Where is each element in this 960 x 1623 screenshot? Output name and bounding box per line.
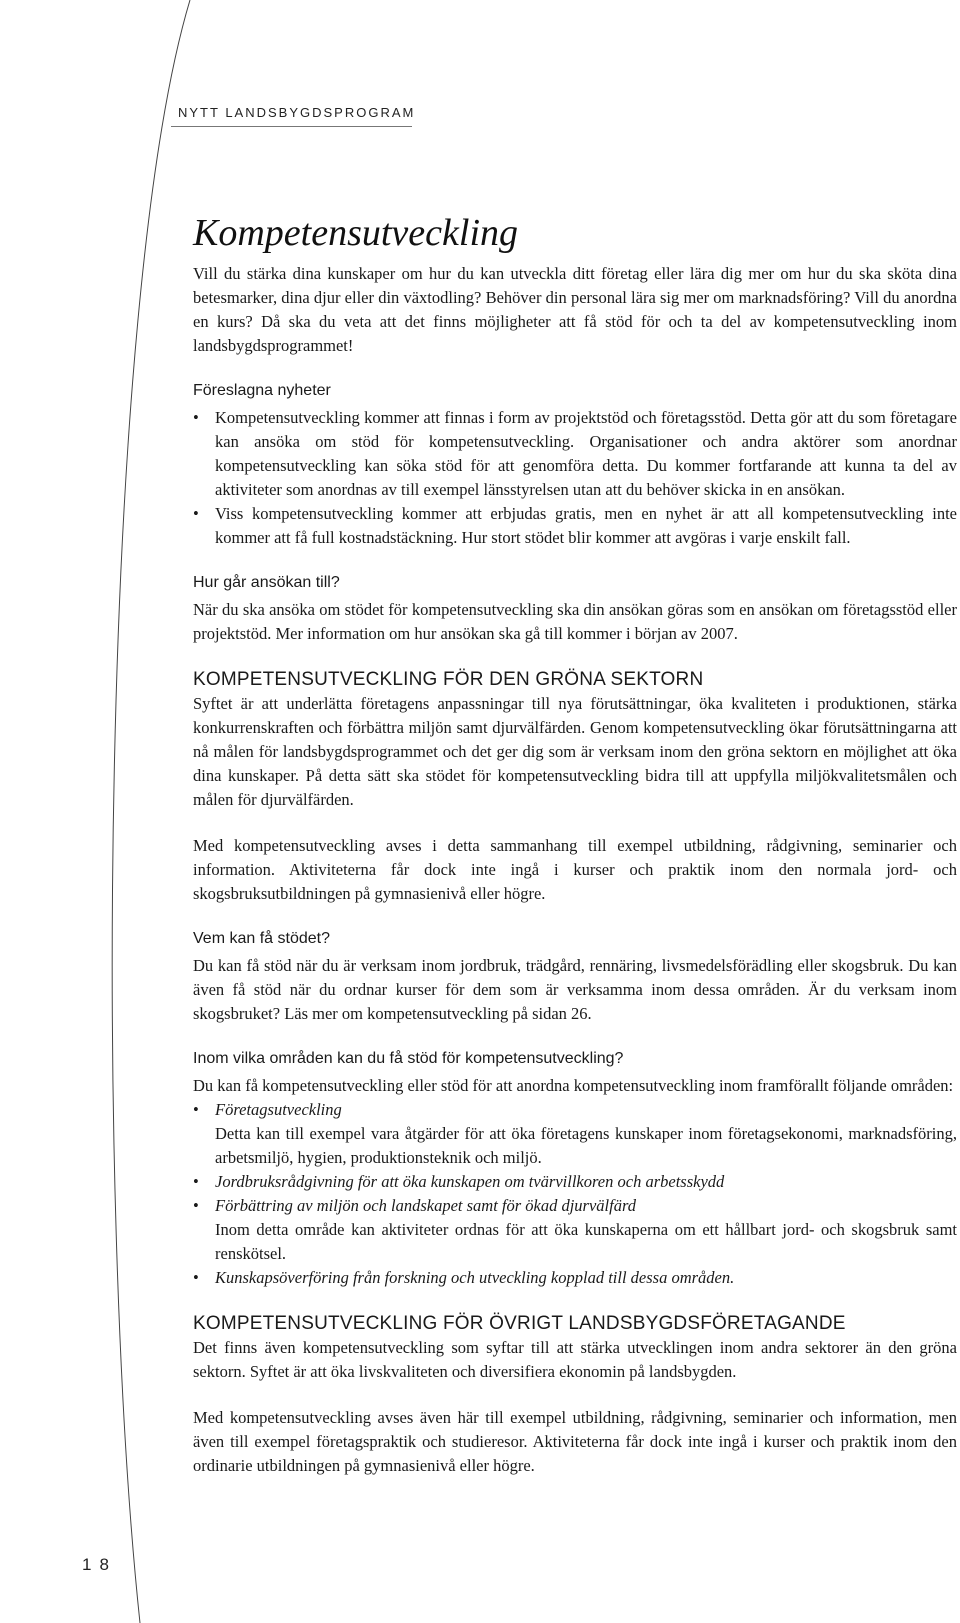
grona-paragraph-1: Syftet är att underlätta företagens anpassningar till nya förutsättningar, öka kvaliteten i produktionen, stärka konkurrenskraften och förbättra miljön samt djurvälfärden. Genom kompetensutveckling ökar förutsättningarna att nå målen för landsbygdsprogrammet och det ger dig som är verksam inom den gröna sektorn en möjlighet att öka dina kunskaper. På detta sätt ska stödet för kompetensutveckling bidra till att uppfylla miljökvalitetsmålen och målen för djurvälfärden. <box>193 694 957 809</box>
list-item: • Kompetensutveckling kommer att finnas i form av projektstöd och företagsstöd. Detta gör att du som företagare kan ansöka om stöd för kompetensutveckling. Organisationer och andra aktörer som anordnar kompetensutveckling kan söka stöd för att genomföra detta. Du kommer fortfarande att kunna ta del av aktiviteter som anordnas av till exempel länsstyrelsen utan att du behöver skicka in en ansökan. <box>193 408 957 499</box>
header-divider <box>171 126 412 127</box>
list-item: • Förbättring av miljön och landskapet samt för ökad djurvälfärd Inom detta område kan aktiviteter ordnas för att öka kunskaperna om ett hållbart jord- och skogsbruk samt renskötsel. <box>193 1196 957 1263</box>
omraden-heading: Inom vilka områden kan du få stöd för kompetensutveckling? <box>193 1050 624 1067</box>
grona-sektorn-heading: KOMPETENSUTVECKLING FÖR DEN GRÖNA SEKTORN <box>193 669 704 690</box>
omraden-intro: Du kan få kompetensutveckling eller stöd för att anordna kompetensutveckling inom framförallt följande områden: <box>193 1076 954 1095</box>
nyheter-heading: Föreslagna nyheter <box>193 382 331 399</box>
page-number: 18 <box>82 1555 117 1574</box>
vem-heading: Vem kan få stödet? <box>193 930 330 947</box>
ovrigt-paragraph-1: Det finns även kompetensutveckling som syftar till att stärka utvecklingen inom andra sektorer än den gröna sektorn. Syftet är att öka livskvaliteten och diversifiera ekonomin på landsbygden. <box>193 1338 957 1381</box>
running-header: NYTT LANDSBYGDSPROGRAM <box>178 105 416 120</box>
list-item: • Kunskapsöverföring från forskning och utveckling kopplad till dessa områden. <box>193 1268 735 1287</box>
grona-paragraph-2: Med kompetensutveckling avses i detta sammanhang till exempel utbildning, rådgivning, seminarier och information. Aktiviteterna får dock inte ingå i kurser och praktik inom den normala jord- och skogsbruksutbildningen på gymnasienivå eller högre. <box>193 836 957 903</box>
ansokan-heading: Hur går ansökan till? <box>193 574 340 591</box>
main-content <box>193 208 957 1478</box>
page-title: Kompetensutveckling <box>193 212 519 254</box>
list-item: • Jordbruksrådgivning för att öka kunskapen om tvärvillkoren och arbetsskydd <box>193 1172 725 1191</box>
ansokan-paragraph: När du ska ansöka om stödet för kompetensutveckling ska din ansökan göras som en ansökan om företagsstöd eller projektstöd. Mer information om hur ansökan ska gå till kommer i början av 2007. <box>193 600 957 643</box>
omraden-list <box>193 1098 957 1290</box>
ovrigt-paragraph-2: Med kompetensutveckling avses även här till exempel utbildning, rådgivning, seminarier och information, men även till exempel företagspraktik och studieresor. Aktiviteterna får dock inte ingå i kurser och praktik inom den ordinarie utbildningen på gymnasienivå eller högre. <box>193 1408 957 1475</box>
list-item: • Viss kompetensutveckling kommer att erbjudas gratis, men en nyhet är att all kompetensutveckling inte kommer att få full kostnadstäckning. Hur stort stödet blir kommer att avgöras i varje enskilt fall. <box>193 504 957 547</box>
vem-paragraph: Du kan få stöd när du är verksam inom jordbruk, trädgård, rennäring, livsmedelsförädling eller skogsbruk. Du kan även få stöd när du ordnar kurser för dem som är verksamma inom dessa områden. Är du verksam inom skogsbruket? Läs mer om kompetensutveckling på sidan 26. <box>193 956 957 1023</box>
nyheter-list <box>193 406 957 550</box>
intro-paragraph: Vill du stärka dina kunskaper om hur du kan utveckla ditt företag eller lära dig mer om hur du ska sköta dina betesmarker, dina djur eller din växtodling? Behöver din personal lära sig mer om marknadsföring? Vill du anordna en kurs? Då ska du veta att det finns möjligheter att få stöd för och ta del av kompetensutveckling inom landsbygdsprogrammet! <box>193 264 957 355</box>
list-item: • Företagsutveckling Detta kan till exempel vara åtgärder för att öka företagens kunskaper inom företagsekonomi, marknadsföring, arbetsmiljö, hygien, produktionsteknik och miljö. <box>193 1100 957 1167</box>
ovrigt-heading: KOMPETENSUTVECKLING FÖR ÖVRIGT LANDSBYGDSFÖRETAGANDE <box>193 1313 846 1334</box>
